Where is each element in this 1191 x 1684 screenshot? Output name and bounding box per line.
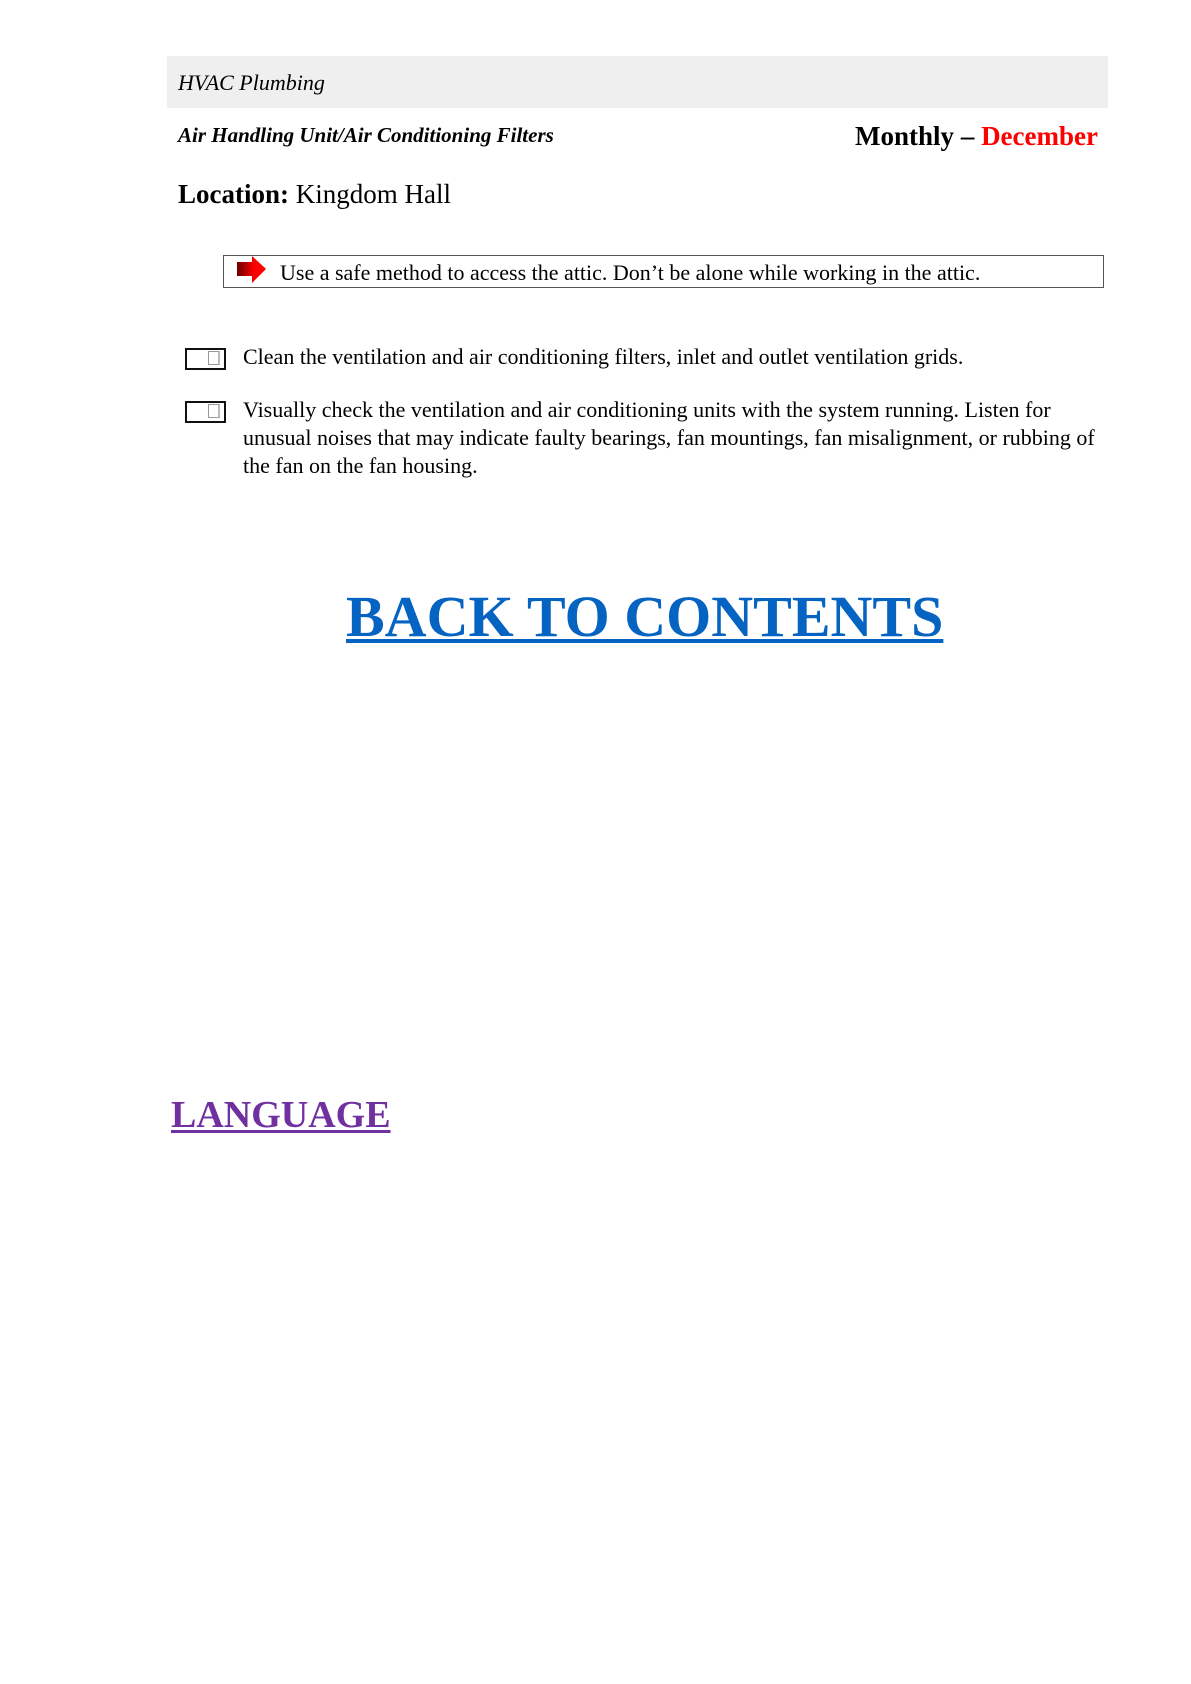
language-link[interactable]: LANGUAGE xyxy=(171,1094,391,1136)
task-checkbox[interactable] xyxy=(185,401,226,423)
location-label: Location: xyxy=(178,179,289,209)
schedule-label xyxy=(855,120,1098,152)
task-text: Visually check the ventilation and air conditioning units with the system running. Listen for unusual noises that may indicate faulty bearings, fan mountings, fan misalignment, or rubbing of the fan on the fan housing. xyxy=(243,397,1095,478)
location-value: Kingdom Hall xyxy=(289,179,451,209)
task-item xyxy=(185,344,1105,378)
location-line xyxy=(178,178,451,210)
task-text: Clean the ventilation and air conditioning filters, inlet and outlet ventilation grids. xyxy=(243,344,964,369)
safety-warning-box xyxy=(223,255,1104,288)
task-checkbox[interactable] xyxy=(185,348,226,370)
separator: – xyxy=(954,121,982,151)
warning-text: Use a safe method to access the attic. Don’t be alone while working in the attic. xyxy=(280,260,981,285)
checkbox-glyph-icon xyxy=(208,404,220,418)
checkbox-glyph-icon xyxy=(208,351,220,365)
frequency-label: Monthly xyxy=(855,121,955,151)
red-arrow-icon xyxy=(237,256,267,284)
category-title: HVAC Plumbing xyxy=(178,70,325,95)
task-item xyxy=(185,397,1105,485)
section-subtitle: Air Handling Unit/Air Conditioning Filters xyxy=(178,123,554,147)
back-to-contents-link[interactable]: BACK TO CONTENTS xyxy=(346,584,944,649)
category-header-bar xyxy=(167,56,1108,108)
month-label: December xyxy=(981,121,1098,151)
